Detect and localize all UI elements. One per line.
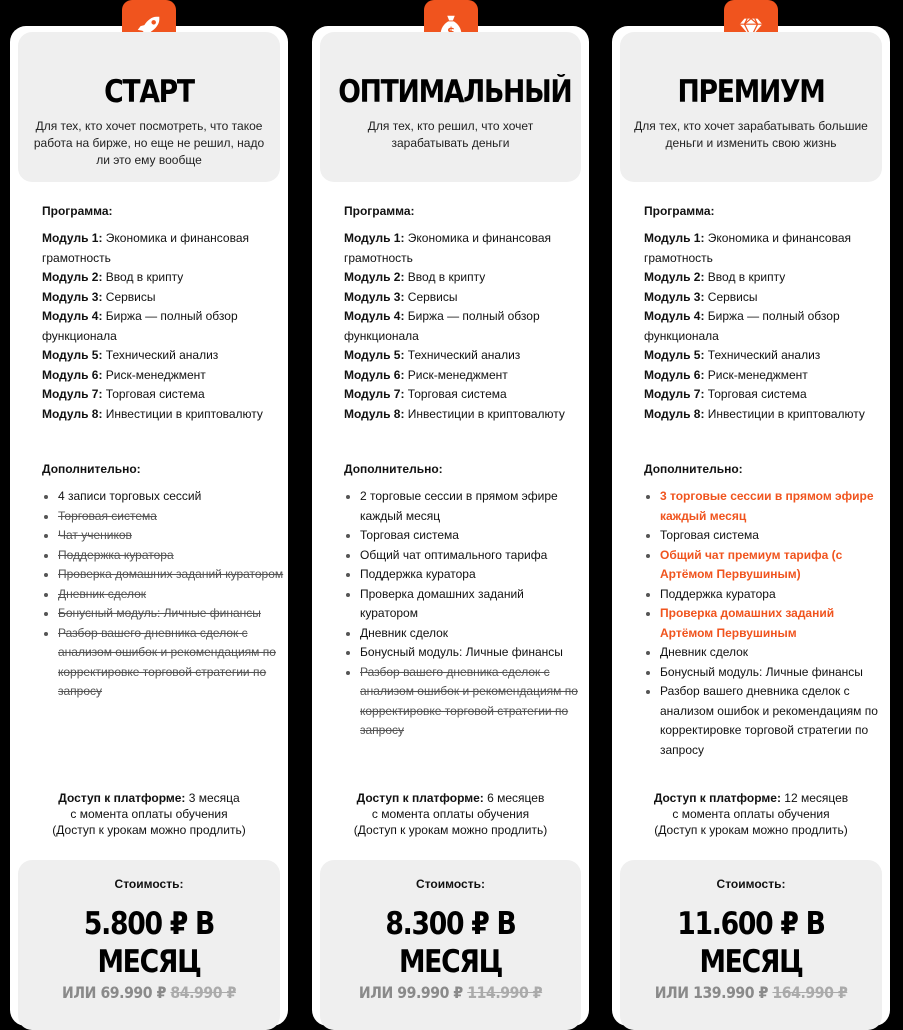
extras-item: Дневник сделок: [644, 643, 886, 663]
module-item: [644, 366, 884, 386]
price-box: [18, 860, 280, 1030]
plan-card-optimal: [312, 26, 589, 1026]
extras-item: Разбор вашего дневника сделок с анализом ошибок и рекомендациям по корректировке торговой стратегии по запросу: [42, 624, 284, 702]
plan-card-start: [10, 26, 288, 1026]
module-text: Ввод в крипту: [707, 270, 786, 284]
module-item: [344, 307, 583, 346]
module-item: [344, 405, 583, 425]
price-label: Стоимость:: [416, 877, 485, 891]
module-list: [42, 229, 282, 424]
module-item: [42, 346, 282, 366]
module-number: Модуль 1:: [644, 231, 705, 245]
module-text: Инвестиции в криптовалюту: [105, 406, 263, 421]
extras-item: 2 торговые сессии в прямом эфире каждый месяц: [344, 487, 585, 526]
extras-item: Чат учеников: [42, 526, 284, 546]
plan-title: ОПТИМАЛЬНЫЙ: [338, 74, 572, 110]
module-item: [42, 385, 282, 405]
module-item: [42, 288, 282, 308]
program-section: [42, 204, 282, 424]
module-item: [644, 346, 884, 366]
access-line-2: с момента оплаты обучения: [672, 807, 830, 821]
plan-subtitle: Для тех, кто решил, что хочет зарабатывать деньги: [367, 119, 534, 150]
price-full-value: ИЛИ 99.990 ₽: [358, 983, 468, 1002]
extras-item: Поддержка куратора: [344, 565, 585, 585]
module-number: Модуль 4:: [42, 309, 103, 323]
extras-section: [42, 462, 284, 702]
extras-list: [644, 487, 886, 760]
access-label: Доступ к платформе:: [653, 791, 781, 805]
module-number: Модуль 2:: [344, 270, 405, 284]
module-number: Модуль 1:: [42, 231, 103, 245]
module-text: Технический анализ: [105, 348, 219, 362]
plan-subtitle: Для тех, кто хочет посмотреть, что такое работа на бирже, но еще не решил, надо ли это ему вообще: [33, 119, 265, 167]
module-text: Торговая система: [407, 387, 507, 401]
price-monthly: 5.800 ₽ В МЕСЯЦ: [83, 906, 215, 980]
access-value: 3 месяца: [185, 791, 240, 805]
price-label: Стоимость:: [716, 877, 786, 891]
module-item: [644, 307, 884, 346]
extras-list: [344, 487, 585, 741]
module-list: [344, 229, 583, 424]
extras-item: 3 торговые сессии в прямом эфире каждый месяц: [644, 487, 886, 526]
module-text: Сервисы: [707, 289, 758, 304]
module-number: Модуль 7:: [42, 387, 103, 401]
module-item: [344, 366, 583, 386]
module-item: [42, 229, 282, 268]
price-box: [320, 860, 581, 1030]
access-line-2: с момента оплаты обучения: [70, 807, 228, 821]
program-label: Программа:: [644, 204, 715, 218]
extras-item: Бонусный модуль: Личные финансы: [344, 643, 585, 663]
module-text: Экономика и финансовая грамотность: [42, 231, 250, 265]
extras-list: [42, 487, 284, 702]
module-text: Ввод в крипту: [407, 270, 486, 284]
price-old: 114.990 ₽: [467, 983, 543, 1002]
module-number: Модуль 6:: [644, 367, 705, 382]
extras-item: Бонусный модуль: Личные финансы: [42, 604, 284, 624]
module-number: Модуль 7:: [344, 387, 405, 401]
module-item: [42, 307, 282, 346]
module-number: Модуль 6:: [344, 367, 405, 382]
module-item: [644, 288, 884, 308]
program-section: [344, 204, 583, 424]
plan-title: СТАРТ: [104, 74, 194, 110]
module-text: Технический анализ: [407, 348, 521, 362]
extras-item: Общий чат премиум тарифа (с Артёмом Первушиным): [644, 546, 886, 585]
access-label: Доступ к платформе:: [356, 791, 484, 805]
access-info: [10, 790, 288, 838]
plan-card-premium: [612, 26, 890, 1026]
module-number: Модуль 8:: [644, 406, 705, 421]
extras-section: [644, 462, 886, 760]
module-text: Ввод в крипту: [105, 270, 184, 284]
module-item: [344, 288, 583, 308]
program-label: Программа:: [42, 204, 113, 218]
plan-header: [320, 32, 581, 182]
plan-header: [18, 32, 280, 182]
access-line-3: (Доступ к урокам можно продлить): [353, 823, 548, 837]
extras-item: 4 записи торговых сессий: [42, 487, 284, 507]
access-line-2: с момента оплаты обучения: [371, 807, 530, 821]
access-label: Доступ к платформе:: [58, 791, 186, 805]
module-item: [42, 405, 282, 425]
module-number: Модуль 2:: [644, 270, 705, 284]
module-text: Технический анализ: [707, 348, 821, 362]
module-item: [42, 268, 282, 288]
extras-item: Дневник сделок: [42, 585, 284, 605]
extras-item: Поддержка куратора: [42, 546, 284, 566]
module-number: Модуль 8:: [344, 406, 405, 421]
module-number: Модуль 3:: [42, 289, 103, 304]
price-old: 164.990 ₽: [772, 983, 848, 1002]
program-section: [644, 204, 884, 424]
price-full: [636, 983, 867, 1002]
price-old: 84.990 ₽: [170, 983, 236, 1002]
access-value: 12 месяцев: [780, 791, 849, 805]
extras-label: Дополнительно:: [42, 462, 141, 476]
module-text: Сервисы: [105, 289, 156, 304]
price-box: [620, 860, 882, 1030]
price-monthly: 11.600 ₽ В МЕСЯЦ: [677, 906, 825, 980]
module-number: Модуль 3:: [644, 289, 705, 304]
module-text: Торговая система: [105, 387, 205, 401]
module-number: Модуль 3:: [344, 289, 405, 304]
module-item: [344, 385, 583, 405]
module-item: [644, 405, 884, 425]
access-line-3: (Доступ к урокам можно продлить): [654, 823, 848, 837]
module-number: Модуль 7:: [644, 387, 705, 401]
module-number: Модуль 5:: [644, 348, 705, 362]
extras-item: Торговая система: [344, 526, 585, 546]
module-text: Сервисы: [407, 289, 458, 304]
access-info: [312, 790, 589, 838]
module-item: [644, 268, 884, 288]
module-text: Риск-менеджмент: [707, 367, 808, 382]
module-item: [644, 229, 884, 268]
module-text: Инвестиции в криптовалюту: [707, 406, 865, 421]
module-item: [42, 366, 282, 386]
price-full-value: ИЛИ 139.990 ₽: [654, 983, 773, 1002]
access-info: [612, 790, 890, 838]
program-label: Программа:: [344, 204, 415, 218]
module-item: [344, 346, 583, 366]
module-text: Биржа — полный обзор функционала: [42, 309, 238, 343]
module-item: [644, 385, 884, 405]
module-text: Биржа — полный обзор функционала: [644, 309, 840, 343]
module-text: Инвестиции в криптовалюту: [407, 406, 565, 421]
module-number: Модуль 5:: [42, 348, 103, 362]
extras-item: Дневник сделок: [344, 624, 585, 644]
extras-item: Разбор вашего дневника сделок с анализом ошибок и рекомендациям по корректировке торговой стратегии по запросу: [644, 682, 886, 760]
extras-item: Торговая система: [644, 526, 886, 546]
price-monthly: 8.300 ₽ В МЕСЯЦ: [385, 906, 516, 980]
extras-item: Торговая система: [42, 507, 284, 527]
module-number: Модуль 8:: [42, 406, 103, 421]
module-list: [644, 229, 884, 424]
plan-title: ПРЕМИУМ: [677, 74, 825, 110]
price-label: Стоимость:: [114, 877, 184, 891]
price-full: [34, 983, 265, 1002]
module-number: Модуль 2:: [42, 270, 103, 284]
plan-header: [620, 32, 882, 182]
module-item: [344, 268, 583, 288]
module-number: Модуль 4:: [644, 309, 705, 323]
access-line-3: (Доступ к урокам можно продлить): [52, 823, 246, 837]
price-full-value: ИЛИ 69.990 ₽: [62, 983, 171, 1002]
extras-item: Разбор вашего дневника сделок с анализом ошибок и рекомендациям по корректировке торговой стратегии по запросу: [344, 663, 585, 741]
module-text: Торговая система: [707, 387, 807, 401]
price-full: [336, 983, 566, 1002]
module-text: Риск-менеджмент: [105, 367, 206, 382]
extras-label: Дополнительно:: [344, 462, 443, 476]
module-number: Модуль 4:: [344, 309, 405, 323]
extras-item: Проверка домашних заданий куратором: [344, 585, 585, 624]
module-number: Модуль 1:: [344, 231, 405, 245]
module-number: Модуль 5:: [344, 348, 405, 362]
module-text: Риск-менеджмент: [407, 367, 508, 382]
extras-item: Проверка домашних заданий куратором: [42, 565, 284, 585]
module-text: Экономика и финансовая грамотность: [344, 231, 552, 265]
extras-item: Бонусный модуль: Личные финансы: [644, 663, 886, 683]
plan-subtitle: Для тех, кто хочет зарабатывать большие деньги и изменить свою жизнь: [634, 119, 868, 150]
extras-item: Общий чат оптимального тарифа: [344, 546, 585, 566]
extras-item: Проверка домашних заданий Артёмом Первушиным: [644, 604, 886, 643]
module-text: Биржа — полный обзор функционала: [344, 309, 540, 343]
module-text: Экономика и финансовая грамотность: [644, 231, 852, 265]
extras-section: [344, 462, 585, 741]
module-item: [344, 229, 583, 268]
extras-item: Поддержка куратора: [644, 585, 886, 605]
module-number: Модуль 6:: [42, 367, 103, 382]
extras-label: Дополнительно:: [644, 462, 743, 476]
access-value: 6 месяцев: [483, 791, 545, 805]
